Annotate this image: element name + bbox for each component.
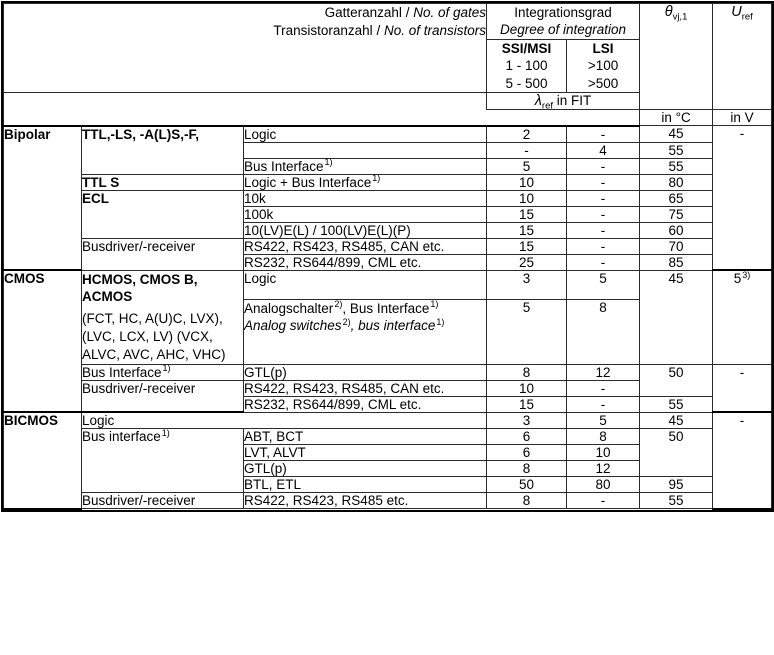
header-theta-unit-cell	[640, 110, 713, 126]
type-label: RS232, RS644/899, CML etc.	[244, 254, 422, 270]
header-spacer-left2	[4, 110, 640, 126]
table-row	[4, 429, 772, 445]
header-quantity-labels	[4, 4, 487, 93]
uref-symbol: U	[731, 4, 742, 20]
header-lambda-unit-cell	[487, 93, 640, 110]
family-cell-busdriver: Busdriver/-receiver	[82, 380, 244, 412]
type-cell	[244, 396, 487, 412]
table-row	[4, 190, 772, 206]
family-label: Bus interface	[82, 429, 161, 445]
theta-value: 45	[640, 126, 713, 143]
ssi-value: 15	[487, 222, 567, 238]
uref-subscript: ref	[741, 11, 753, 23]
lsi-value: 4	[567, 142, 640, 158]
family-cell-hcmos	[82, 270, 244, 364]
type-label: 10k	[244, 190, 266, 206]
lambda-unit-text: in FIT	[556, 93, 592, 109]
ssi-value: 10	[487, 190, 567, 206]
type-cell	[244, 445, 487, 461]
type-label-en: Analog switches	[244, 318, 342, 334]
ssi-value: 5	[487, 158, 567, 174]
family-cell-busdriver: Busdriver/-receiver	[82, 238, 244, 270]
type-label: 10(LV)E(L) / 100(LV)E(L)(P)	[244, 222, 411, 238]
footnote-marker: 2)	[342, 316, 351, 327]
footnote-marker: 1)	[324, 157, 333, 168]
type-cell	[244, 364, 487, 380]
lambda-symbol: λ	[534, 93, 542, 110]
lsi-value: 8	[567, 429, 640, 445]
family-cell-bus-interface	[82, 364, 244, 380]
lsi-value: -	[567, 493, 640, 509]
table-row	[4, 126, 772, 143]
lsi-value: 10	[567, 445, 640, 461]
theta-value: 50	[640, 364, 713, 396]
table-row	[4, 238, 772, 254]
technology-cell-cmos: CMOS	[4, 270, 82, 412]
technology-cell-bipolar: Bipolar	[4, 126, 82, 271]
ssi-value: 8	[487, 493, 567, 509]
lsi-value: -	[567, 380, 640, 396]
theta-value: 85	[640, 254, 713, 270]
theta-value: 55	[640, 396, 713, 412]
transistors-label-line	[4, 22, 486, 40]
theta-value: 60	[640, 222, 713, 238]
family-cell-ttl: TTL,-LS, -A(L)S,-F,	[82, 126, 244, 175]
gates-label-line	[4, 4, 486, 22]
family-label-bold: HCMOS, CMOS B, ACMOS	[82, 271, 198, 305]
table-row	[4, 364, 772, 380]
reliability-data-table	[3, 3, 772, 510]
lsi-value: -	[567, 126, 640, 143]
family-cell-ttl-s: TTL S	[82, 174, 244, 190]
uref-unit-text: in V	[730, 110, 754, 126]
header-ssi-msi-label: SSI/MSI	[501, 40, 552, 56]
header-ssi-gates-range: 1 - 100	[505, 58, 548, 74]
footnote-marker: 1)	[162, 363, 171, 374]
table-row	[4, 412, 772, 429]
footnote-marker: 1)	[430, 299, 439, 310]
type-cell	[244, 254, 487, 270]
header-row-titles	[4, 4, 772, 40]
integration-title-de: Integrationsgrad	[514, 5, 612, 20]
uref-symbol-wrap	[713, 4, 771, 22]
header-lsi-transistors-range: >500	[587, 75, 619, 91]
theta-subscript: vj,1	[672, 11, 688, 23]
lsi-value: -	[567, 206, 640, 222]
footnote-marker: 1)	[372, 173, 381, 184]
header-ssi-msi-cell	[487, 39, 567, 93]
type-cell	[244, 238, 487, 254]
type-cell	[244, 380, 487, 396]
family-cell-logic: Logic	[82, 412, 487, 429]
gates-label-de: Gatteranzahl	[324, 5, 402, 20]
header-lsi-label: LSI	[592, 40, 614, 56]
ssi-value: 8	[487, 364, 567, 380]
type-cell	[244, 142, 487, 158]
ssi-value: 6	[487, 429, 567, 445]
lsi-value: -	[567, 174, 640, 190]
integration-title-en: Degree of integration	[499, 22, 627, 38]
type-label: LVT, ALVT	[244, 445, 306, 461]
lsi-value: 5	[567, 412, 640, 429]
ssi-value: 2	[487, 126, 567, 143]
lsi-value: -	[567, 254, 640, 270]
header-uref-unit-cell	[713, 110, 772, 126]
theta-value: 55	[640, 158, 713, 174]
ssi-value: 10	[487, 174, 567, 190]
footnote-marker: 1)	[161, 427, 170, 438]
type-label: Logic	[244, 126, 277, 142]
type-cell	[244, 493, 487, 509]
type-cell	[244, 126, 487, 143]
ssi-value: 10	[487, 380, 567, 396]
type-cell	[244, 174, 487, 190]
theta-value: 45	[640, 270, 713, 364]
family-cell-busdriver: Busdriver/-receiver	[82, 493, 244, 509]
ssi-value: 15	[487, 396, 567, 412]
type-label: Logic + Bus Interface	[244, 174, 372, 190]
ssi-value: 25	[487, 254, 567, 270]
type-label: RS422, RS423, RS485, CAN etc.	[244, 238, 445, 254]
type-label: Logic	[244, 270, 277, 286]
type-label-en2: , bus interface	[350, 318, 436, 334]
lsi-value: -	[567, 222, 640, 238]
lsi-value: -	[567, 396, 640, 412]
header-lsi-gates-range: >100	[587, 58, 619, 74]
theta-value: 80	[640, 174, 713, 190]
uref-value	[713, 270, 772, 364]
theta-value: 70	[640, 238, 713, 254]
type-label: ABT, BCT	[244, 429, 304, 445]
ssi-value: 5	[487, 299, 567, 364]
type-cell	[244, 222, 487, 238]
header-uref-column	[713, 4, 772, 110]
type-label-de2: , Bus Interface	[342, 300, 430, 316]
label-separator-1: /	[405, 5, 410, 20]
type-cell-analog-switches	[244, 299, 487, 364]
lsi-value: -	[567, 238, 640, 254]
type-label: GTL(p)	[244, 461, 287, 477]
theta-value: 95	[640, 477, 713, 493]
theta-value: 65	[640, 190, 713, 206]
table-row	[4, 493, 772, 509]
uref-value: -	[713, 364, 772, 412]
ssi-value: 3	[487, 412, 567, 429]
ssi-value: 15	[487, 238, 567, 254]
table-row	[4, 270, 772, 299]
lsi-value: 5	[567, 270, 640, 299]
type-cell	[244, 429, 487, 445]
lsi-value: 8	[567, 299, 640, 364]
ssi-value: 50	[487, 477, 567, 493]
family-label-variants: (FCT, HC, A(U)C, LVX), (LVC, LCX, LV) (VCX, ALVC, AVC, AHC, VHC)	[82, 310, 226, 362]
family-cell-ecl: ECL	[82, 190, 244, 238]
type-cell	[244, 461, 487, 477]
ssi-value: 3	[487, 270, 567, 299]
type-cell	[244, 158, 487, 174]
type-label-de-line	[244, 300, 486, 318]
uref-value: -	[713, 126, 772, 271]
theta-symbol: θ	[664, 4, 673, 20]
footnote-marker: 2)	[334, 299, 343, 310]
transistors-label-de: Transistoranzahl	[273, 22, 373, 38]
header-ssi-transistors-range: 5 - 500	[505, 75, 548, 91]
type-label-en-line	[244, 317, 486, 335]
theta-symbol-wrap	[640, 4, 712, 22]
lsi-value: 12	[567, 364, 640, 380]
family-cell-bus-interface	[82, 429, 244, 493]
header-integration-group	[487, 4, 640, 40]
theta-unit-text: in °C	[661, 110, 691, 126]
type-cell	[244, 190, 487, 206]
theta-value: 50	[640, 429, 713, 477]
gates-label-en: No. of gates	[413, 5, 487, 20]
header-theta-column	[640, 4, 713, 110]
type-label: RS422, RS423, RS485 etc.	[244, 493, 409, 509]
type-label: RS232, RS644/899, CML etc.	[244, 396, 422, 412]
type-label: 100k	[244, 206, 274, 222]
technology-cell-bicmos: BICMOS	[4, 412, 82, 509]
type-cell	[244, 477, 487, 493]
transistors-label-en: No. of transistors	[383, 22, 487, 38]
ssi-value: 6	[487, 445, 567, 461]
lsi-value: -	[567, 158, 640, 174]
theta-value: 45	[640, 412, 713, 429]
table-row	[4, 174, 772, 190]
uref-value: -	[713, 412, 772, 509]
type-label: GTL(p)	[244, 364, 287, 380]
type-label-de: Analogschalter	[244, 300, 334, 316]
footnote-marker: 1)	[436, 316, 445, 327]
family-label: Bus Interface	[82, 364, 162, 380]
ssi-value: -	[487, 142, 567, 158]
lsi-value: 12	[567, 461, 640, 477]
ssi-value: 15	[487, 206, 567, 222]
header-spacer-left	[4, 93, 487, 110]
lsi-value: 80	[567, 477, 640, 493]
uref-number: 5	[733, 271, 742, 287]
header-row-units2	[4, 110, 772, 126]
footnote-marker: 3)	[742, 269, 751, 280]
ssi-value: 8	[487, 461, 567, 477]
header-lsi-cell	[567, 39, 640, 93]
type-cell	[244, 270, 487, 299]
type-label: BTL, ETL	[244, 477, 302, 493]
type-label: Bus Interface	[244, 158, 324, 174]
theta-value: 75	[640, 206, 713, 222]
lambda-subscript: ref	[541, 100, 553, 112]
theta-value: 55	[640, 142, 713, 158]
type-label: RS422, RS423, RS485, CAN etc.	[244, 380, 445, 396]
label-separator-2: /	[376, 22, 381, 38]
type-cell	[244, 206, 487, 222]
theta-value: 55	[640, 493, 713, 509]
lsi-value: -	[567, 190, 640, 206]
